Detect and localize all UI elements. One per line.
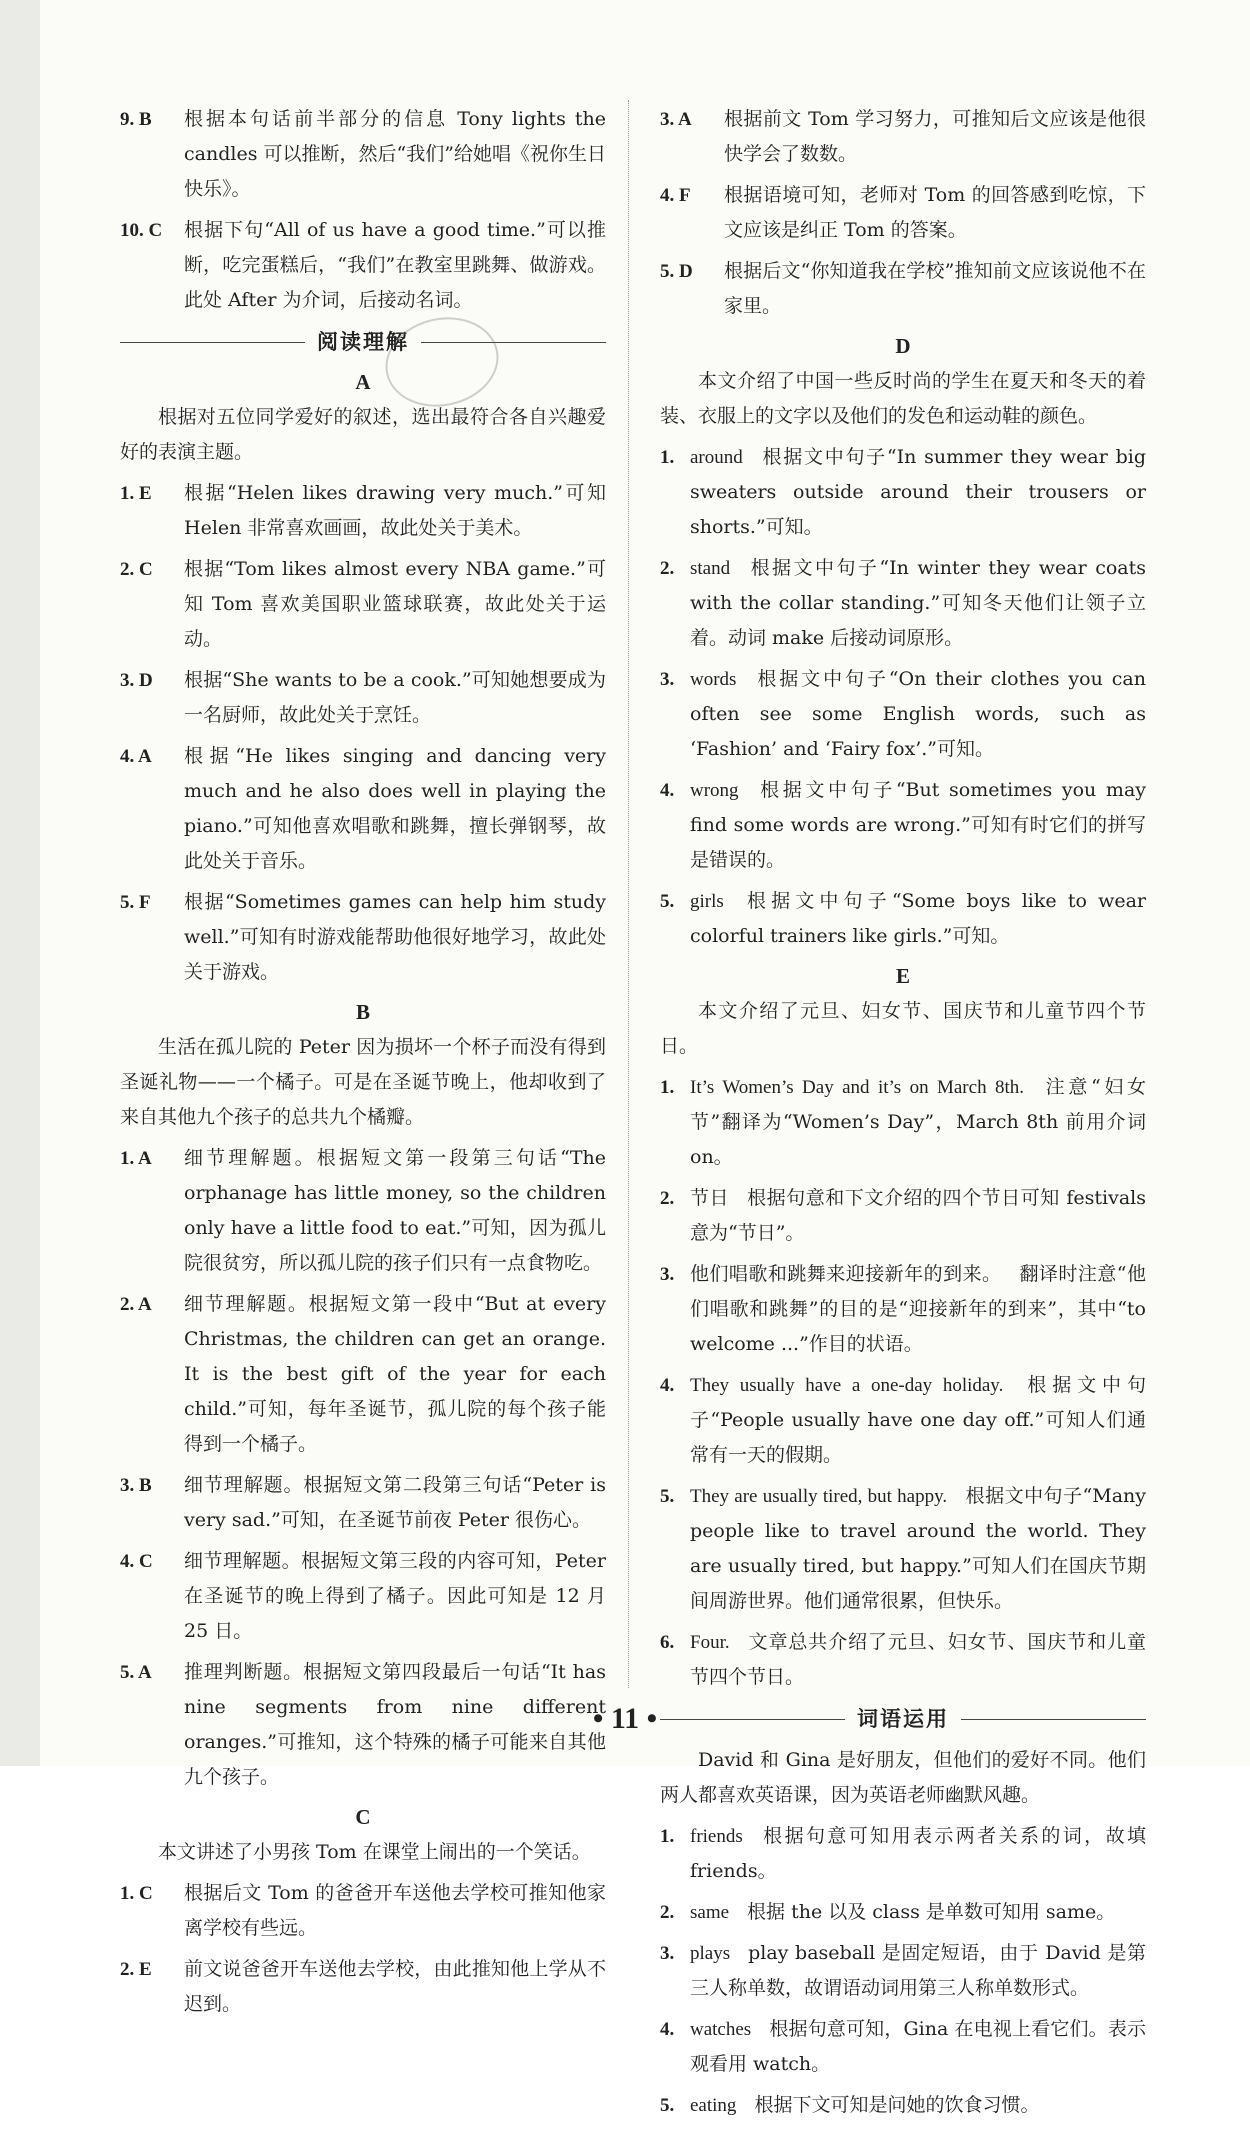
answer-item bbox=[660, 1936, 1146, 2006]
item-number: 2. bbox=[120, 1959, 135, 1980]
passage-letter: E bbox=[895, 964, 910, 988]
item-explanation: 翻译时注意“他们唱歌和跳舞”的目的是“迎接新年的到来”，其中“to welcome ...”作目的状语。 bbox=[690, 1263, 1146, 1355]
item-number: 4. bbox=[120, 746, 135, 767]
passage-intro: 本文讲述了小男孩 Tom 在课堂上闹出的一个笑话。 bbox=[158, 1841, 591, 1863]
item-answer: They usually have a one-day holiday. bbox=[690, 1375, 1004, 1396]
answer-item bbox=[120, 102, 606, 207]
section-title: 阅读理解 bbox=[317, 329, 409, 354]
item-answer: It’s Women’s Day and it’s on March 8th. bbox=[690, 1077, 1025, 1098]
item-answer: C bbox=[139, 1551, 153, 1572]
passage-letter: B bbox=[355, 1000, 370, 1024]
item-answer: words bbox=[690, 669, 737, 690]
item-answer: Four. bbox=[690, 1632, 730, 1653]
item-answer: plays bbox=[690, 1943, 731, 1964]
item-number: 3. bbox=[660, 1264, 675, 1285]
item-answer: A bbox=[137, 746, 152, 767]
answer-item bbox=[660, 178, 1146, 248]
answer-item bbox=[660, 773, 1146, 878]
item-number: 2. bbox=[660, 1902, 675, 1923]
section-header-reading bbox=[120, 324, 606, 360]
item-explanation: 根据 the 以及 class 是单数可知用 same。 bbox=[747, 1901, 1116, 1923]
item-number: 2. bbox=[660, 1188, 675, 1209]
answer-item bbox=[120, 739, 606, 879]
item-explanation: 根据下文可知是问她的饮食习惯。 bbox=[754, 2094, 1040, 2116]
item-explanation: 根据后文 Tom 的爸爸开车送他去学校可推知他家离学校有些远。 bbox=[184, 1882, 606, 1939]
section-rule bbox=[120, 342, 305, 343]
item-number: 1. bbox=[660, 1826, 675, 1847]
item-explanation: 推理判断题。根据短文第四段最后一句话“It has nine segments from nine different oranges.”可推知，这个特殊的橘子可能来自其他九个孩子。 bbox=[184, 1661, 606, 1788]
item-answer: A bbox=[137, 1294, 152, 1315]
answer-item bbox=[120, 1544, 606, 1649]
item-explanation: 根据文中句子“People usually have one day off.”可知人们通常有一天的假期。 bbox=[690, 1374, 1146, 1466]
answer-item bbox=[120, 1655, 606, 1795]
passage-intro: 生活在孤儿院的 Peter 因为损坏一个杯子而没有得到圣诞礼物——一个橘子。可是在圣诞节晚上，他却收到了来自其他九个孩子的总共九个橘瓣。 bbox=[120, 1036, 606, 1128]
item-explanation: 根据“Sometimes games can help him study well.”可知有时游戏能帮助他很好地学习，故此处关于游戏。 bbox=[184, 891, 606, 983]
item-answer: E bbox=[139, 1959, 152, 1980]
item-answer: B bbox=[139, 109, 152, 130]
item-number: 5. bbox=[660, 891, 675, 912]
item-answer: around bbox=[690, 447, 743, 468]
item-number: 4. bbox=[660, 2019, 675, 2040]
item-number: 1. bbox=[660, 447, 675, 468]
section-rule bbox=[961, 1719, 1146, 1720]
answer-item bbox=[120, 1468, 606, 1538]
answer-item bbox=[660, 1895, 1146, 1930]
item-explanation: 细节理解题。根据短文第三段的内容可知，Peter 在圣诞节的晚上得到了橘子。因此可知是 12 月 25 日。 bbox=[184, 1550, 606, 1642]
answer-item bbox=[120, 476, 606, 546]
answer-item bbox=[660, 884, 1146, 954]
passage-letter: C bbox=[355, 1805, 371, 1829]
right-column bbox=[660, 102, 1146, 2129]
section-title: 词语运用 bbox=[857, 1706, 949, 1731]
answer-item bbox=[660, 102, 1146, 172]
item-number: 4. bbox=[660, 185, 675, 206]
page-number: • 11 • bbox=[592, 1702, 658, 1735]
passage-intro: David 和 Gina 是好朋友，但他们的爱好不同。他们两人都喜欢英语课，因为英语老师幽默风趣。 bbox=[660, 1749, 1146, 1806]
item-explanation: 根据句意可知，Gina 在电视上看它们。表示观看用 watch。 bbox=[690, 2018, 1146, 2075]
item-answer: They are usually tired, but happy. bbox=[690, 1486, 948, 1507]
item-answer: F bbox=[679, 185, 691, 206]
item-number: 3. bbox=[120, 670, 135, 691]
answer-item bbox=[660, 1070, 1146, 1175]
item-number: 4. bbox=[660, 780, 675, 801]
item-answer: F bbox=[139, 892, 151, 913]
left-column bbox=[120, 102, 606, 2028]
item-answer: same bbox=[690, 1902, 730, 1923]
item-explanation: 根据句意和下文介绍的四个节日可知 festivals 意为“节日”。 bbox=[690, 1187, 1146, 1244]
item-answer: 他们唱歌和跳舞来迎接新年的到来。 bbox=[690, 1264, 1002, 1285]
item-number: 9. bbox=[120, 109, 135, 130]
column-divider bbox=[628, 100, 629, 1688]
passage-intro: 本文介绍了中国一些反时尚的学生在夏天和冬天的着装、衣服上的文字以及他们的发色和运动鞋的颜色。 bbox=[660, 370, 1146, 427]
item-answer: friends bbox=[690, 1826, 743, 1847]
answer-item bbox=[120, 1952, 606, 2022]
item-explanation: 根据文中句子“In summer they wear big sweaters outside around their trousers or shorts.”可知。 bbox=[690, 446, 1146, 538]
item-explanation: 根据句意可知用表示两者关系的词，故填 friends。 bbox=[690, 1825, 1146, 1882]
item-number: 5. bbox=[120, 1662, 135, 1683]
answer-item bbox=[120, 552, 606, 657]
item-explanation: 细节理解题。根据短文第一段中“But at every Christmas, the children can get an orange. It is the best gift of the year for each child.”可知，每年圣诞节，孤儿院的每个孩子能得到一个橘子。 bbox=[184, 1293, 606, 1455]
answer-item bbox=[120, 1141, 606, 1281]
item-explanation: 根据后文“你知道我在学校”推知前文应该说他不在家里。 bbox=[724, 260, 1146, 317]
item-answer: A bbox=[677, 109, 692, 130]
item-explanation: 注意“妇女节”翻译为“Women’s Day”，March 8th 前用介词 on。 bbox=[690, 1076, 1147, 1168]
item-number: 6. bbox=[660, 1632, 675, 1653]
item-explanation: 根据“Tom likes almost every NBA game.”可知 Tom 喜欢美国职业篮球联赛，故此处关于运动。 bbox=[184, 558, 606, 650]
item-answer: girls bbox=[690, 891, 724, 912]
item-answer: A bbox=[137, 1662, 152, 1683]
item-number: 5. bbox=[660, 261, 675, 282]
item-explanation: play baseball 是固定短语，由于 David 是第三人称单数，故谓语动词用第三人称单数形式。 bbox=[690, 1942, 1146, 1999]
item-explanation: 根据“She wants to be a cook.”可知她想要成为一名厨师，故此处关于烹饪。 bbox=[184, 669, 606, 726]
item-answer: B bbox=[139, 1475, 152, 1496]
page-binding-edge bbox=[0, 0, 41, 1766]
item-explanation: 根据文中句子“But sometimes you may find some words are wrong.”可知有时它们的拼写是错误的。 bbox=[690, 779, 1146, 871]
item-number: 3. bbox=[660, 1943, 675, 1964]
answer-item bbox=[660, 1625, 1146, 1695]
answer-item bbox=[660, 1479, 1146, 1619]
item-number: 2. bbox=[660, 558, 675, 579]
answer-item bbox=[660, 2088, 1146, 2123]
item-answer: watches bbox=[690, 2019, 752, 2040]
item-answer: C bbox=[148, 220, 163, 241]
item-explanation: 细节理解题。根据短文第一段第三句话“The orphanage has little money, so the children only have a little food to eat.”可知，因为孤儿院很贫穷，所以孤儿院的孩子们只有一点食物吃。 bbox=[184, 1147, 606, 1274]
item-explanation: 根据文中句子“Some boys like to wear colorful trainers like girls.”可知。 bbox=[690, 890, 1146, 947]
item-number: 3. bbox=[660, 109, 675, 130]
item-explanation: 根据前文 Tom 学习努力，可推知后文应该是他很快学会了数数。 bbox=[724, 108, 1146, 165]
answer-item bbox=[120, 213, 606, 318]
passage-intro: 本文介绍了元旦、妇女节、国庆节和儿童节四个节日。 bbox=[660, 1000, 1146, 1057]
item-number: 1. bbox=[120, 1883, 135, 1904]
item-explanation: 根据“Helen likes drawing very much.”可知 Helen 非常喜欢画画，故此处关于美术。 bbox=[184, 482, 606, 539]
item-number: 4. bbox=[660, 1375, 675, 1396]
item-answer: D bbox=[679, 261, 693, 282]
answer-item bbox=[660, 1181, 1146, 1251]
item-explanation: 根据文中句子“On their clothes you can often see some English words, such as ‘Fashion’ and ‘Fairy fox’.”可知。 bbox=[690, 668, 1146, 760]
item-explanation: 前文说爸爸开车送他去学校，由此推知他上学从不迟到。 bbox=[184, 1958, 606, 2015]
item-answer: D bbox=[139, 670, 153, 691]
answer-item bbox=[660, 1368, 1146, 1473]
item-number: 5. bbox=[120, 892, 135, 913]
item-number: 3. bbox=[660, 669, 675, 690]
answer-item bbox=[120, 1876, 606, 1946]
section-header-words bbox=[660, 1701, 1146, 1737]
item-answer: A bbox=[137, 1148, 152, 1169]
answer-item bbox=[660, 1819, 1146, 1889]
passage-letter: A bbox=[355, 370, 371, 394]
answer-item bbox=[660, 254, 1146, 324]
passage-letter: D bbox=[895, 334, 911, 358]
item-answer: eating bbox=[690, 2095, 737, 2116]
answer-item bbox=[660, 551, 1146, 656]
item-answer: E bbox=[139, 483, 152, 504]
answer-item bbox=[660, 2012, 1146, 2082]
answer-item bbox=[660, 1257, 1146, 1362]
item-number: 1. bbox=[120, 483, 135, 504]
item-number: 5. bbox=[660, 1486, 675, 1507]
item-explanation: 根据本句话前半部分的信息 Tony lights the candles 可以推断，然后“我们”给她唱《祝你生日快乐》。 bbox=[184, 108, 606, 200]
item-number: 2. bbox=[120, 559, 135, 580]
item-number: 5. bbox=[660, 2095, 675, 2116]
item-explanation: 根据下句“All of us have a good time.”可以推断，吃完蛋糕后，“我们”在教室里跳舞、做游戏。此处 After 为介词，后接动名词。 bbox=[184, 219, 606, 311]
item-number: 1. bbox=[120, 1148, 135, 1169]
answer-item bbox=[120, 663, 606, 733]
item-explanation: 细节理解题。根据短文第二段第三句话“Peter is very sad.”可知，在圣诞节前夜 Peter 很伤心。 bbox=[184, 1474, 606, 1531]
item-answer: stand bbox=[690, 558, 731, 579]
item-explanation: 根据语境可知，老师对 Tom 的回答感到吃惊，下文应该是纠正 Tom 的答案。 bbox=[724, 184, 1146, 241]
item-number: 1. bbox=[660, 1077, 675, 1098]
answer-item bbox=[120, 1287, 606, 1462]
item-answer: C bbox=[139, 1883, 153, 1904]
item-number: 4. bbox=[120, 1551, 135, 1572]
item-explanation: 根据文中句子“Many people like to travel around the world. They are usually tired, but happy.”可知人们在国庆节期间周游世界。他们通常很累，但快乐。 bbox=[690, 1485, 1146, 1612]
item-answer: C bbox=[139, 559, 153, 580]
item-number: 3. bbox=[120, 1475, 135, 1496]
item-answer: wrong bbox=[690, 780, 739, 801]
item-explanation: 根据“He likes singing and dancing very much and he also does well in playing the piano.”可知他喜欢唱歌和跳舞，擅长弹钢琴，故此处关于音乐。 bbox=[184, 745, 606, 872]
item-answer: 节日 bbox=[690, 1188, 730, 1209]
passage-intro: 根据对五位同学爱好的叙述，选出最符合各自兴趣爱好的表演主题。 bbox=[120, 406, 606, 463]
answer-item bbox=[120, 885, 606, 990]
item-number: 10. bbox=[120, 220, 144, 241]
answer-item bbox=[660, 440, 1146, 545]
item-explanation: 文章总共介绍了元旦、妇女节、国庆节和儿童节四个节日。 bbox=[690, 1631, 1146, 1688]
item-number: 2. bbox=[120, 1294, 135, 1315]
section-rule bbox=[660, 1719, 845, 1720]
answer-item bbox=[660, 662, 1146, 767]
item-explanation: 根据文中句子“In winter they wear coats with the collar standing.”可知冬天他们让领子立着。动词 make 后接动词原形。 bbox=[690, 557, 1146, 649]
